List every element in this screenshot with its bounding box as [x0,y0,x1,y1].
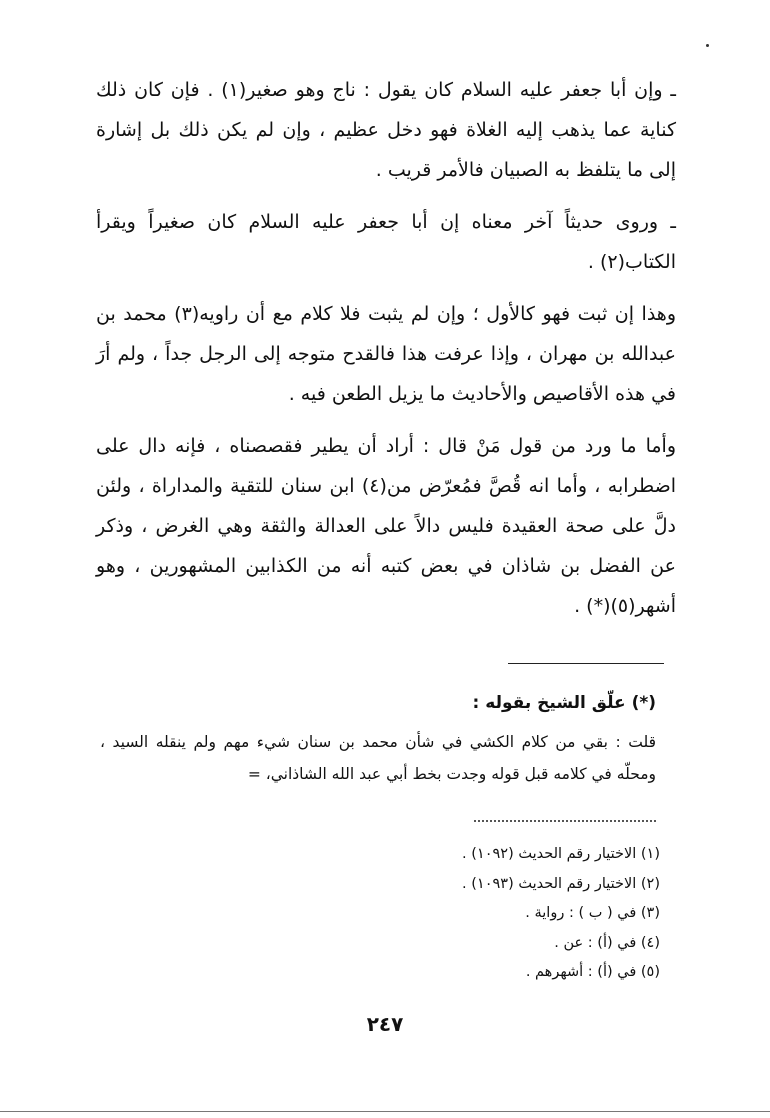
footnote-4: (٤) في (أ) : عن . [554,934,660,951]
commentary-note [100,686,656,790]
footnote-2: (٢) الاختيار رقم الحديث (١٠٩٣) . [462,875,660,892]
page-number: ٢٤٧ [366,1012,404,1036]
dotted-separator [474,820,656,822]
footnotes-list [340,840,660,988]
main-text [96,70,676,638]
footnote-5: (٥) في (أ) : أشهرهم . [525,964,660,980]
stray-dot [706,44,709,47]
paragraph-3: وهذا إن ثبت فهو كالأول ؛ وإن لم يثبت فلا كلام مع أن راويه(٣) محمد بن عبدالله بن مهران ، وإذا عرفت هذا فالقدح متوجه إلى الرجل جداً ، ولم أرَ في هذه الأقاصيص والأحاديث ما يزيل الطعن فيه . [96,303,676,405]
footnote-3: (٣) في ( ب ) : رواية . [525,905,660,921]
paragraph-4: وأما ما ورد من قول مَنْ قال : أراد أن يطير فقصصناه ، فإنه دال على اضطرابه ، وأما انه قُصَّ فمُعرّض من(٤) ابن سنان للتقية والمداراة ، ولئن دلَّ على صحة العقيدة فليس دالاً على العدالة والثقة وهي الغرض ، وذكر عن الفضل بن شاذان في بعض كتبه أنه من الكذابين المشهورين ، وهو أشهر(٥)(*) . [96,435,676,617]
note-text: قلت : بقي من كلام الكشي في شأن محمد بن سنان شيء مهم ولم ينقله السيد ، ومحلّه في كلامه قبل قوله وجدت بخط أبي عبد الله الشاذاني، = [100,733,656,783]
bottom-edge-line [0,1111,770,1112]
paragraph-2: ـ وروى حديثاً آخر معناه إن أبا جعفر عليه السلام كان صغيراً ويقرأ الكتاب(٢) . [96,211,676,273]
separator-line [508,663,664,664]
footnote-1: (١) الاختيار رقم الحديث (١٠٩٢) . [462,846,660,862]
paragraph-1: ـ وإن أبا جعفر عليه السلام كان يقول : ناج وهو صغير(١) . فإن كان ذلك كناية عما يذهب إليه الغلاة فهو دخل عظيم ، وإن لم يكن ذلك بل إشارة إلى ما يتلفظ به الصبيان فالأمر قريب . [96,79,676,181]
note-heading: (*) علّق الشيخ بقوله : [472,693,656,713]
